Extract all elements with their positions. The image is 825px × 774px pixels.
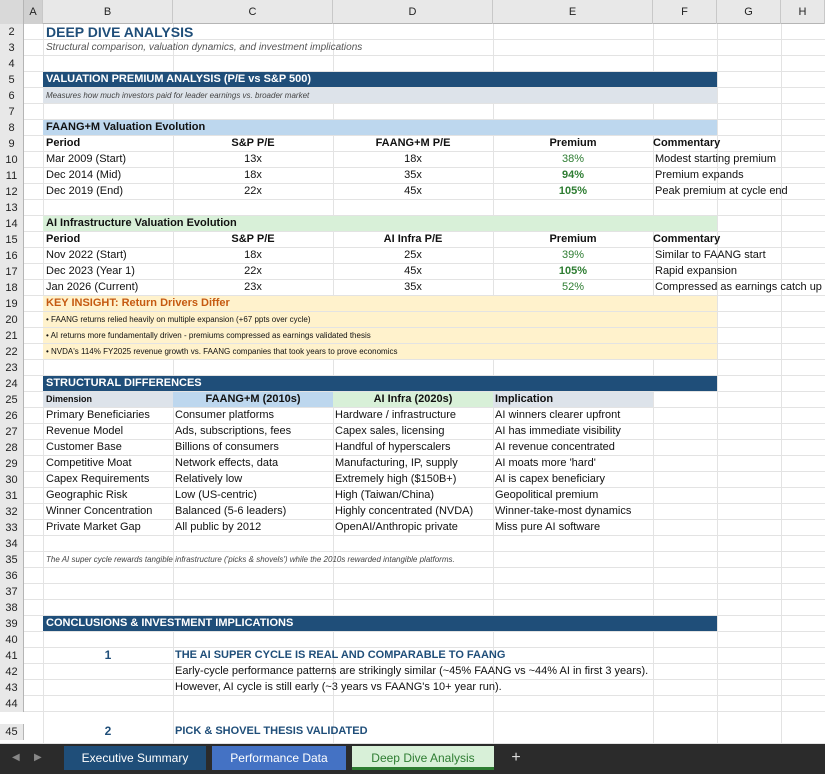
table-cell[interactable]: AI winners clearer upfront xyxy=(495,409,621,421)
row-number[interactable]: 37 xyxy=(0,584,24,600)
row-number[interactable]: 5 xyxy=(0,72,24,88)
table-cell[interactable]: OpenAI/Anthropic private xyxy=(335,521,458,533)
row-number[interactable]: 13 xyxy=(0,200,24,216)
table-cell[interactable]: Geographic Risk xyxy=(46,489,128,501)
sheet-row xyxy=(0,568,825,584)
column-header[interactable]: Period xyxy=(46,233,81,245)
conclusion-number[interactable]: 1 xyxy=(104,648,112,662)
ai-table-title[interactable]: AI Infrastructure Valuation Evolution xyxy=(46,217,237,229)
structural-note[interactable]: The AI super cycle rewards tangible infrastructure ('picks & shovels') while the 2010s rewarded intangible platforms. xyxy=(46,555,455,564)
row-number[interactable]: 17 xyxy=(0,264,24,280)
tab-deep-dive-analysis[interactable]: Deep Dive Analysis xyxy=(352,746,494,770)
row-number[interactable]: 14 xyxy=(0,216,24,232)
sheet-row xyxy=(0,296,825,312)
row-number[interactable]: 22 xyxy=(0,344,24,360)
row-number[interactable]: 26 xyxy=(0,408,24,424)
valuation-section-title[interactable]: VALUATION PREMIUM ANALYSIS (P/E vs S&P 500) xyxy=(46,73,312,85)
row-number[interactable]: 33 xyxy=(0,520,24,536)
row-number[interactable]: 12 xyxy=(0,184,24,200)
table-cell[interactable]: Customer Base xyxy=(46,441,122,453)
table-cell[interactable]: 35x xyxy=(404,169,422,181)
table-row xyxy=(0,168,825,184)
sheet-row xyxy=(0,56,825,72)
table-cell[interactable]: Revenue Model xyxy=(46,425,124,437)
row-number[interactable]: 32 xyxy=(0,504,24,520)
sheet-row xyxy=(0,344,825,360)
table-cell[interactable]: Extremely high ($150B+) xyxy=(335,473,457,485)
sheet-row xyxy=(0,40,825,56)
table-cell[interactable]: AI is capex beneficiary xyxy=(495,473,606,485)
table-cell[interactable]: Billions of consumers xyxy=(175,441,279,453)
row-number[interactable]: 34 xyxy=(0,536,24,552)
sheet-row xyxy=(0,712,825,744)
sheet-row xyxy=(0,536,825,552)
column-header[interactable]: FAANG+M (2010s) xyxy=(205,393,301,405)
table-row xyxy=(0,408,825,424)
column-header[interactable]: Period xyxy=(46,137,81,149)
table-cell[interactable]: 94% xyxy=(561,169,585,181)
row-number[interactable]: 18 xyxy=(0,280,24,296)
table-cell[interactable]: 18x xyxy=(244,169,262,181)
conclusion-heading[interactable]: PICK & SHOVEL THESIS VALIDATED xyxy=(175,725,368,737)
row-number[interactable]: 44 xyxy=(0,696,24,712)
row-number[interactable]: 19 xyxy=(0,296,24,312)
sheet-row xyxy=(0,632,825,648)
table-cell[interactable]: Dec 2014 (Mid) xyxy=(46,169,122,181)
spreadsheet-grid[interactable] xyxy=(0,24,825,744)
col-header-c[interactable]: C xyxy=(173,0,333,24)
sheet-row xyxy=(0,104,825,120)
table-cell[interactable]: 18x xyxy=(244,249,262,261)
table-cell[interactable]: Capex Requirements xyxy=(46,473,150,485)
row-number[interactable]: 11 xyxy=(0,168,24,184)
table-cell[interactable]: Mar 2009 (Start) xyxy=(46,153,127,165)
sheet-row xyxy=(0,72,825,88)
sheet-row xyxy=(0,552,825,568)
valuation-note[interactable]: Measures how much investors paid for leader earnings vs. broader market xyxy=(46,91,310,100)
structural-section-title[interactable]: STRUCTURAL DIFFERENCES xyxy=(46,377,202,389)
row-number[interactable]: 27 xyxy=(0,424,24,440)
col-header-b[interactable]: B xyxy=(43,0,173,24)
sheet-row xyxy=(0,328,825,344)
row-number[interactable]: 4 xyxy=(0,56,24,72)
table-row xyxy=(0,280,825,296)
select-all-corner[interactable] xyxy=(0,0,24,24)
table-cell[interactable]: 45x xyxy=(404,265,422,277)
table-cell[interactable]: 105% xyxy=(558,185,588,197)
sheet-row xyxy=(0,24,825,40)
insight-bullet[interactable]: • AI returns more fundamentally driven - premiums compressed as earnings validated thesis xyxy=(46,331,371,340)
col-header-d[interactable]: D xyxy=(333,0,493,24)
sheet-row xyxy=(0,136,825,152)
row-number[interactable]: 2 xyxy=(0,24,24,40)
table-cell[interactable]: 45x xyxy=(404,185,422,197)
sheet-row xyxy=(0,120,825,136)
table-cell[interactable]: Winner Concentration xyxy=(46,505,153,517)
next-sheet-arrow-icon[interactable]: ▶ xyxy=(34,752,42,763)
row-number[interactable]: 20 xyxy=(0,312,24,328)
row-number[interactable]: 38 xyxy=(0,600,24,616)
row-number[interactable]: 40 xyxy=(0,632,24,648)
row-number[interactable]: 8 xyxy=(0,120,24,136)
table-row xyxy=(0,248,825,264)
sheet-row xyxy=(0,232,825,248)
sheet-row xyxy=(0,200,825,216)
table-cell[interactable]: 38% xyxy=(561,153,585,165)
row-number[interactable]: 31 xyxy=(0,488,24,504)
col-header-h[interactable]: H xyxy=(781,0,825,24)
row-number[interactable]: 29 xyxy=(0,456,24,472)
table-cell[interactable]: Peak premium at cycle end xyxy=(655,185,788,197)
sheet-row xyxy=(0,312,825,328)
table-cell[interactable]: 39% xyxy=(561,249,585,261)
sheet-row xyxy=(0,680,825,696)
page-subtitle[interactable]: Structural comparison, valuation dynamics, and investment implications xyxy=(46,42,363,53)
row-number[interactable]: 21 xyxy=(0,328,24,344)
table-cell[interactable]: AI has immediate visibility xyxy=(495,425,621,437)
row-number[interactable]: 39 xyxy=(0,616,24,632)
row-number[interactable]: 28 xyxy=(0,440,24,456)
table-cell[interactable]: Capex sales, licensing xyxy=(335,425,445,437)
column-header[interactable]: AI Infra P/E xyxy=(383,233,443,245)
table-cell[interactable]: Dec 2023 (Year 1) xyxy=(46,265,135,277)
sheet-row xyxy=(0,600,825,616)
table-cell[interactable]: All public by 2012 xyxy=(175,521,262,533)
column-header-bar xyxy=(0,0,825,24)
table-cell[interactable]: Handful of hyperscalers xyxy=(335,441,451,453)
column-header[interactable]: Implication xyxy=(495,393,554,405)
table-cell[interactable]: Modest starting premium xyxy=(655,153,777,165)
row-number[interactable]: 36 xyxy=(0,568,24,584)
table-cell[interactable]: 22x xyxy=(244,185,262,197)
insight-bullet[interactable]: • FAANG returns relied heavily on multiple expansion (+67 ppts over cycle) xyxy=(46,315,311,324)
conclusion-line[interactable]: However, AI cycle is still early (~3 years vs FAANG's 10+ year run). xyxy=(175,681,502,693)
table-row xyxy=(0,504,825,520)
table-cell[interactable]: Network effects, data xyxy=(175,457,279,469)
row-number[interactable]: 25 xyxy=(0,392,24,408)
table-cell[interactable]: 18x xyxy=(404,153,422,165)
table-row xyxy=(0,440,825,456)
row-number[interactable]: 3 xyxy=(0,40,24,56)
row-number[interactable]: 45 xyxy=(0,724,24,740)
table-cell[interactable]: AI moats more 'hard' xyxy=(495,457,596,469)
sheet-row xyxy=(0,88,825,104)
table-row xyxy=(0,424,825,440)
table-cell[interactable]: Ads, subscriptions, fees xyxy=(175,425,292,437)
table-row xyxy=(0,456,825,472)
table-row xyxy=(0,184,825,200)
conclusion-line[interactable]: Early-cycle performance patterns are strikingly similar (~45% FAANG vs ~44% AI in first 3 years). xyxy=(175,665,649,677)
row-number[interactable]: 24 xyxy=(0,376,24,392)
sheet-row xyxy=(0,392,825,408)
col-header-g[interactable]: G xyxy=(717,0,781,24)
table-cell[interactable]: Primary Beneficiaries xyxy=(46,409,150,421)
row-number[interactable]: 42 xyxy=(0,664,24,680)
table-cell[interactable]: 13x xyxy=(244,153,262,165)
row-number[interactable]: 15 xyxy=(0,232,24,248)
table-row xyxy=(0,152,825,168)
row-number[interactable]: 6 xyxy=(0,88,24,104)
row-number[interactable]: 35 xyxy=(0,552,24,568)
column-header[interactable]: S&P P/E xyxy=(231,137,275,149)
sheet-row xyxy=(0,584,825,600)
table-cell[interactable]: Private Market Gap xyxy=(46,521,141,533)
column-header[interactable]: Premium xyxy=(549,233,597,245)
table-row xyxy=(0,488,825,504)
sheet-row xyxy=(0,376,825,392)
row-number[interactable]: 30 xyxy=(0,472,24,488)
page-title[interactable]: DEEP DIVE ANALYSIS xyxy=(46,24,194,40)
col-header-f[interactable]: F xyxy=(653,0,717,24)
sheet-row xyxy=(0,616,825,632)
column-header[interactable]: Dimension xyxy=(46,394,93,404)
table-row xyxy=(0,520,825,536)
table-cell[interactable]: Rapid expansion xyxy=(655,265,737,277)
tab-performance-data[interactable]: Performance Data xyxy=(212,746,346,770)
conclusion-number[interactable]: 2 xyxy=(104,724,112,738)
sheet-row xyxy=(0,664,825,680)
table-cell[interactable]: 35x xyxy=(404,281,422,293)
sheet-row xyxy=(0,696,825,712)
row-number[interactable]: 9 xyxy=(0,136,24,152)
table-cell[interactable]: Competitive Moat xyxy=(46,457,132,469)
row-number[interactable]: 41 xyxy=(0,648,24,664)
row-number[interactable]: 23 xyxy=(0,360,24,376)
conclusions-section-title[interactable]: CONCLUSIONS & INVESTMENT IMPLICATIONS xyxy=(46,617,294,629)
insight-bullet[interactable]: • NVDA's 114% FY2025 revenue growth vs. FAANG companies that took years to prove economics xyxy=(46,347,398,356)
table-cell[interactable]: 105% xyxy=(558,265,588,277)
row-number[interactable]: 16 xyxy=(0,248,24,264)
column-header[interactable]: Commentary xyxy=(653,233,721,245)
faang-table-title[interactable]: FAANG+M Valuation Evolution xyxy=(46,121,206,133)
table-cell[interactable]: Highly concentrated (NVDA) xyxy=(335,505,474,517)
conclusion-heading[interactable]: THE AI SUPER CYCLE IS REAL AND COMPARABLE TO FAANG xyxy=(175,649,506,661)
table-row xyxy=(0,472,825,488)
table-cell[interactable]: 25x xyxy=(404,249,422,261)
tab-executive-summary[interactable]: Executive Summary xyxy=(64,746,206,770)
table-cell[interactable]: Premium expands xyxy=(655,169,744,181)
col-header-e[interactable]: E xyxy=(493,0,653,24)
sheet-row xyxy=(0,216,825,232)
table-cell[interactable]: Miss pure AI software xyxy=(495,521,601,533)
table-cell[interactable]: Nov 2022 (Start) xyxy=(46,249,127,261)
table-cell[interactable]: Geopolitical premium xyxy=(495,489,599,501)
table-cell[interactable]: Balanced (5-6 leaders) xyxy=(175,505,287,517)
table-cell[interactable]: Low (US-centric) xyxy=(175,489,257,501)
table-cell[interactable]: 52% xyxy=(561,281,585,293)
column-header[interactable]: AI Infra (2020s) xyxy=(373,393,453,405)
table-cell[interactable]: AI revenue concentrated xyxy=(495,441,615,453)
table-cell[interactable]: 22x xyxy=(244,265,262,277)
column-header[interactable]: FAANG+M P/E xyxy=(375,137,451,149)
col-header-a[interactable]: A xyxy=(24,0,43,24)
table-cell[interactable]: Similar to FAANG start xyxy=(655,249,766,261)
column-header[interactable]: Commentary xyxy=(653,137,721,149)
sheet-tab-bar xyxy=(0,744,825,774)
sheet-row xyxy=(0,648,825,664)
sheet-row xyxy=(0,360,825,376)
table-row xyxy=(0,264,825,280)
row-number[interactable]: 43 xyxy=(0,680,24,696)
table-cell[interactable]: Dec 2019 (End) xyxy=(46,185,124,197)
table-cell[interactable]: 23x xyxy=(244,281,262,293)
table-cell[interactable]: Compressed as earnings catch up xyxy=(655,281,822,293)
table-cell[interactable]: Jan 2026 (Current) xyxy=(46,281,139,293)
row-number[interactable]: 10 xyxy=(0,152,24,168)
insight-title[interactable]: KEY INSIGHT: Return Drivers Differ xyxy=(46,297,230,309)
add-sheet-icon[interactable]: + xyxy=(511,749,521,766)
table-cell[interactable]: Consumer platforms xyxy=(175,409,275,421)
table-cell[interactable]: Winner-take-most dynamics xyxy=(495,505,632,517)
table-cell[interactable]: Manufacturing, IP, supply xyxy=(335,457,458,469)
table-cell[interactable]: Hardware / infrastructure xyxy=(335,409,457,421)
row-number[interactable]: 7 xyxy=(0,104,24,120)
table-cell[interactable]: High (Taiwan/China) xyxy=(335,489,435,501)
table-cell[interactable]: Relatively low xyxy=(175,473,243,485)
column-header[interactable]: Premium xyxy=(549,137,597,149)
column-header[interactable]: S&P P/E xyxy=(231,233,275,245)
prev-sheet-arrow-icon[interactable]: ◀ xyxy=(12,752,20,763)
